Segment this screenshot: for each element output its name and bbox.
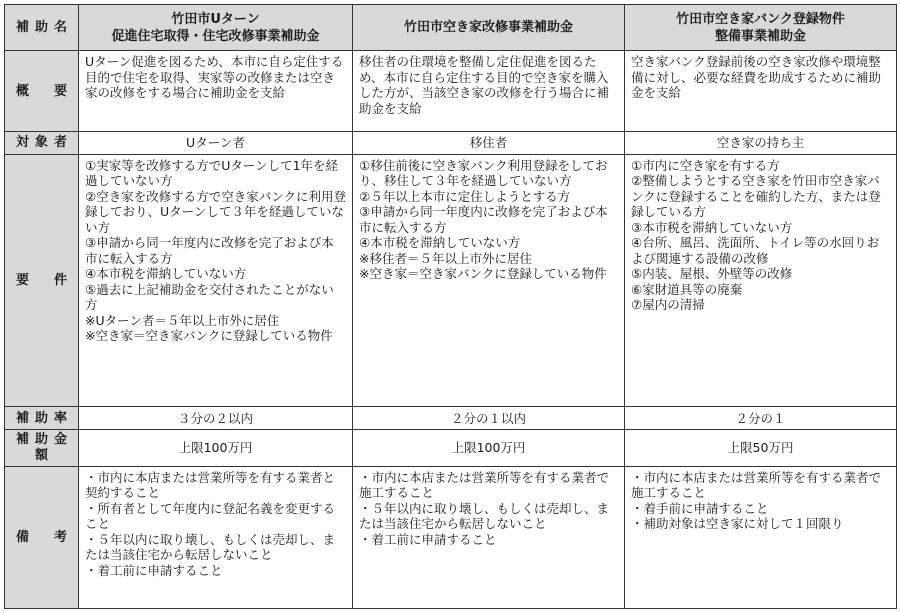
list-item: ・着工前に申請すること <box>359 531 497 547</box>
amount-vacant-renovation: 上限100万円 <box>353 430 625 466</box>
subsidy-name-vacant-renovation-text: 竹田市空き家改修事業補助金 <box>403 20 573 36</box>
list-item: ・市内に本店または営業所等を有する業者で施工すること <box>631 469 882 501</box>
subsidy-name-uturn-text: 竹田市Uターン 促進住宅取得・住宅改修事業補助金 <box>111 11 320 44</box>
row-subsidy-name <box>5 5 897 51</box>
label-notes: 備 考 <box>5 466 79 608</box>
list-item: ※空き家＝空き家バンクに登録している物件 <box>359 266 607 282</box>
list-item: ※空き家＝空き家バンクに登録している物件 <box>85 328 333 344</box>
label-target: 対象者 <box>5 132 79 155</box>
list-item: ④本市税を滞納していない方 <box>359 235 521 251</box>
label-amount: 補助金額 <box>5 430 79 466</box>
list-item: ⑦屋内の清掃 <box>631 297 705 313</box>
subsidy-name-vacant-renovation <box>353 5 625 51</box>
rate-vacant-bank: ２分の１ <box>625 407 897 430</box>
target-uturn: Uターン者 <box>79 132 353 155</box>
list-item: ③申請から同一年度内に改修を完了および本市に転入する方 <box>359 204 608 235</box>
row-amount <box>5 430 897 466</box>
row-target <box>5 132 897 155</box>
requirements-vacant-renovation <box>353 154 625 407</box>
amount-vacant-bank: 上限50万円 <box>625 430 897 466</box>
requirements-uturn-list <box>85 158 346 344</box>
list-item: ・補助対象は空き家に対して１回限り <box>631 516 844 532</box>
subsidy-table-container <box>4 4 896 609</box>
target-vacant-renovation: 移住者 <box>353 132 625 155</box>
notes-vacant-renovation-list <box>359 470 618 548</box>
list-item: ・市内に本店または営業所等を有する業者で施工すること <box>359 469 610 501</box>
notes-vacant-renovation <box>353 466 625 608</box>
row-requirements <box>5 154 897 407</box>
target-vacant-bank: 空き家の持ち主 <box>625 132 897 155</box>
requirements-vacant-bank-list <box>631 158 890 313</box>
rate-vacant-renovation: ２分の１以内 <box>353 407 625 430</box>
list-item: ・所有者として年度内に登記名義を変更すること <box>85 500 336 532</box>
list-item: ⑤内装、屋根、外壁等の改修 <box>631 266 793 282</box>
row-notes <box>5 466 897 608</box>
list-item: ※Uターン者＝５年以上市外に居住 <box>85 312 280 328</box>
notes-vacant-bank <box>625 466 897 608</box>
overview-vacant-renovation: 移住者の住環境を整備し定住促進を図るため、本市に自ら定住する目的で空き家を購入した方が、当該空き家の改修を行う場合に補助金を支給 <box>353 51 625 132</box>
list-item: ④本市税を滞納していない方 <box>85 266 247 282</box>
list-item: ・５年以内に取り壊し、もしくは売却し、または当該住宅から転居しないこと <box>359 500 610 532</box>
list-item: ・着工前に申請すること <box>85 562 223 578</box>
overview-vacant-bank: 空き家バンク登録前後の空き家改修や環境整備に対し、必要な経費を助成するために補助金を支給 <box>625 51 897 132</box>
label-rate: 補助率 <box>5 407 79 430</box>
list-item: ①実家等を改修する方でUターンして1年を経過していない方 <box>85 157 339 189</box>
requirements-uturn <box>79 154 353 407</box>
list-item: ①市内に空き家を有する方 <box>631 157 780 173</box>
row-rate <box>5 407 897 430</box>
label-subsidy-name: 補助名 <box>5 5 79 51</box>
notes-uturn-list <box>85 470 346 579</box>
label-requirements: 要 件 <box>5 154 79 407</box>
notes-uturn <box>79 466 353 608</box>
row-overview <box>5 51 897 132</box>
notes-vacant-bank-list <box>631 470 890 532</box>
label-overview: 概 要 <box>5 51 79 132</box>
list-item: ①移住前後に空き家バンク利用登録をしており、移住して３年を経過していない方 <box>359 157 608 189</box>
list-item: ・市内に本店または営業所等を有する業者と契約すること <box>85 469 336 501</box>
subsidy-comparison-table <box>4 4 897 609</box>
list-item: ③本市税を滞納していない方 <box>631 219 793 235</box>
list-item: ・着手前に申請すること <box>631 500 769 516</box>
list-item: ②５年以上本市に定住しようとする方 <box>359 188 571 204</box>
overview-uturn: Uターン促進を図るため、本市に自ら定住する目的で住宅を取得、実家等の改修または空き家の改修をする場合に補助金を支給 <box>79 51 353 132</box>
requirements-vacant-renovation-list <box>359 158 618 282</box>
list-item: ・５年以内に取り壊し、もしくは売却し、または当該住宅から転居しないこと <box>85 531 336 563</box>
list-item: ⑤過去に上記補助金を交付されたことがない方 <box>85 281 334 313</box>
rate-uturn: ３分の２以内 <box>79 407 353 430</box>
requirements-vacant-bank <box>625 154 897 407</box>
amount-uturn: 上限100万円 <box>79 430 353 466</box>
list-item: ②整備しようとする空き家を竹田市空き家バンクに登録することを確約した方、または登録している方 <box>631 173 881 220</box>
subsidy-name-uturn <box>79 5 353 51</box>
list-item: ⑥家財道具等の廃棄 <box>631 281 743 297</box>
list-item: ②空き家を改修する方で空き家バンクに利用登録しており、Uターンして３年を経過していない方 <box>85 188 346 235</box>
subsidy-name-vacant-bank <box>625 5 897 51</box>
list-item: ④台所、風呂、洗面所、トイレ等の水回りおよび関連する設備の改修 <box>631 235 880 266</box>
list-item: ③申請から同一年度内に改修を完了および本市に転入する方 <box>85 235 334 266</box>
list-item: ※移住者＝５年以上市外に居住 <box>359 250 532 266</box>
subsidy-name-vacant-bank-text: 竹田市空き家バンク登録物件 整備事業補助金 <box>676 11 845 44</box>
